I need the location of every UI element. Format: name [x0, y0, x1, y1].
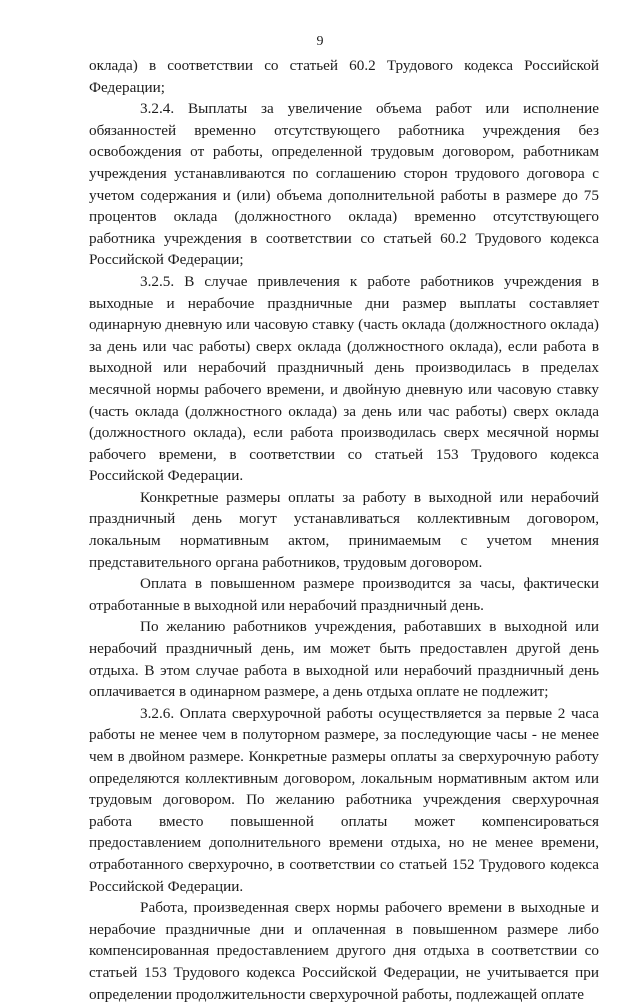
- paragraph-day-off-option: По желанию работников учреждения, работавших в выходной или нерабочий праздничный день, им может быть предоставлен другой день отдыха. В этом случае работа в выходной или нерабочий праздничный день оплачивается в одинарном размере, а день отдыха оплате не подлежит;: [89, 618, 599, 701]
- page-number: 9: [316, 34, 324, 49]
- paragraph-overtime-exclusion: Работа, произведенная сверх нормы рабочего времени в выходные и нерабочие праздничные дни и оплаченная в повышенном размере либо компенсированная предоставлением другого дня отдыха в соответствии со статьей 153 Трудового кодекса Российской Федерации, не учитывается при определении продолжительности сверхурочной работы, подлежащей оплате: [89, 899, 599, 1003]
- paragraph-3-2-5: 3.2.5. В случае привлечения к работе работников учреждения в выходные и нерабочие праздничные дни размер выплаты составляет одинарную дневную или часовую ставку (часть оклада (должностного оклада) за день или час работы) сверх оклада (должностного оклада), если работа в выходной или нерабочий праздничный день производилась в пределах месячной нормы рабочего времени, и двойную дневную или часовую ставку (часть оклада (должностного оклада) за день или час работы) сверх оклада (должностного оклада), если работа производилась сверх месячной нормы рабочего времени, в соответствии со статьей 153 Трудового кодекса Российской Федерации.: [89, 272, 599, 485]
- paragraph-continuation: оклада) в соответствии со статьей 60.2 Трудового кодекса Российской Федерации;: [89, 57, 599, 96]
- paragraph-increased-pay-hours: Оплата в повышенном размере производится за часы, фактически отработанные в выходной или нерабочий праздничный день.: [89, 575, 599, 614]
- paragraph-3-2-4: 3.2.4. Выплаты за увеличение объема работ или исполнение обязанностей временно отсутствующего работника учреждения без освобождения от работы, определенной трудовым договором, работникам учреждения устанавливаются по соглашению сторон трудового договора с учетом содержания и (или) объема дополнительной работы в размере до 75 процентов оклада (должностного оклада) временно отсутствующего работника учреждения в соответствии со статьей 60.2 Трудового кодекса Российской Федерации;: [89, 100, 599, 269]
- document-body: [89, 55, 599, 1005]
- paragraph-3-2-6: 3.2.6. Оплата сверхурочной работы осуществляется за первые 2 часа работы не менее чем в полуторном размере, за последующие часы - не менее чем в двойном размере. Конкретные размеры оплаты за сверхурочную работу определяются коллективным договором, локальным нормативным актом или трудовым договором. По желанию работника учреждения сверхурочная работа вместо повышенной оплаты может компенсироваться предоставлением дополнительного времени отдыха, но не менее времени, отработанного сверхурочно, в соответствии со статьей 152 Трудового кодекса Российской Федерации.: [89, 704, 599, 895]
- paragraph-holiday-pay-amounts: Конкретные размеры оплаты за работу в выходной или нерабочий праздничный день могут устанавливаться коллективным договором, локальным нормативным актом, принимаемым с учетом мнения представительного органа работников, трудовым договором.: [89, 488, 599, 571]
